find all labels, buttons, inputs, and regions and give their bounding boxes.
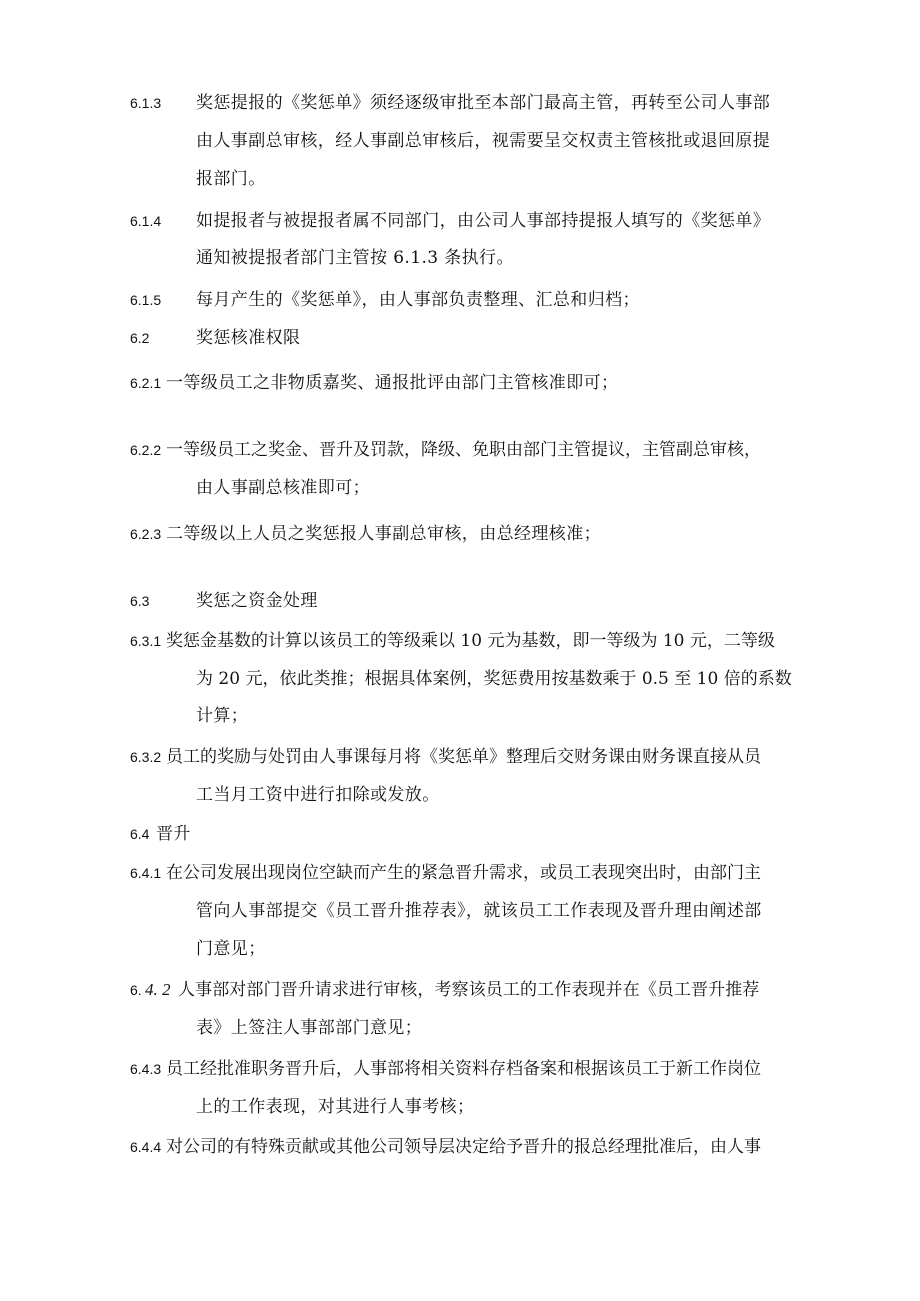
clause-number: 6.4.3 [130,1061,162,1077]
clause-text-line: 通知被提报者部门主管按 6.1.3 条执行。 [196,248,514,268]
clause-text-line: 奖惩提报的《奖惩单》须经逐级审批至本部门最高主管，再转至公司人事部 [196,93,771,113]
clause-text-line: 计算； [196,706,249,726]
clause-number: 6.3.2 [130,749,162,765]
clause-text-line: 一等级员工之奖金、晋升及罚款，降级、免职由部门主管提议，主管副总审核， [166,440,761,460]
clause-text-line: 如提报者与被提报者属不同部门，由公司人事部持提报人填写的《奖惩单》 [196,211,771,231]
clause-text-line: 员工经批准职务晋升后，人事部将相关资料存档备案和根据该员工于新工作岗位 [166,1059,761,1079]
section-title: 奖惩核准权限 [196,328,301,348]
clause-number: 6.1.3 [130,95,162,111]
clause-number: 6.2.2 [130,442,162,458]
clause-text-line: 二等级以上人员之奖惩报人事副总审核，由总经理核准； [166,524,601,544]
clause-text-line: 每月产生的《奖惩单》，由人事部负责整理、汇总和归档； [196,290,640,310]
clause-text-line: 对公司的有特殊贡献或其他公司领导层决定给予晋升的报总经理批准后，由人事 [166,1137,761,1157]
section-number: 6.2 [130,330,150,346]
clause-number-prefix: 6. [130,982,142,998]
clause-text-line: 在公司发展出现岗位空缺而产生的紧急晋升需求，或员工表现突出时，由部门主 [166,863,761,883]
clause-text-line: 由人事副总核准即可； [196,478,370,498]
clause-text-line: 表》上签注人事部部门意见； [196,1018,423,1038]
clause-number: 6.1.4 [130,213,162,229]
clause-number-suffix: 4. 2 [145,980,171,999]
clause-text-line: 报部门。 [196,169,266,189]
clause-text-line: 员工的奖励与处罚由人事课每月将《奖惩单》整理后交财务课由财务课直接从员 [166,747,761,767]
clause-text-line: 管向人事部提交《员工晋升推荐表》，就该员工工作表现及晋升理由阐述部 [196,901,762,921]
clause-number: 6.2.3 [130,526,162,542]
clause-number: 6.3.1 [130,633,162,649]
section-number: 6.3 [130,593,150,609]
clause-text-line: 工当月工资中进行扣除或发放。 [196,785,440,805]
clause-number: 6.2.1 [130,375,162,391]
section-title: 奖惩之资金处理 [196,591,318,611]
clause-text-line: 门意见； [196,939,266,959]
clause-text-line: 为 20 元，依此类推；根据具体案例，奖惩费用按基数乘于 0.5 至 10 倍的系数 [196,669,792,689]
clause-number: 6.4.4 [130,1139,162,1155]
clause-number: 6.4.1 [130,865,162,881]
clause-text-line: 奖惩金基数的计算以该员工的等级乘以 10 元为基数，即一等级为 10 元，二等级 [166,631,775,651]
clause-text-line: 由人事副总审核，经人事副总审核后，视需要呈交权责主管核批或退回原提 [196,131,771,151]
clause-text-line: 人事部对部门晋升请求进行审核，考察该员工的工作表现并在《员工晋升推荐 [178,980,760,1000]
clause-text-line: 上的工作表现，对其进行人事考核； [196,1097,475,1117]
clause-text-line: 一等级员工之非物质嘉奖、通报批评由部门主管核准即可； [166,373,619,393]
section-title: 晋升 [156,824,191,844]
section-number: 6.4 [130,826,150,842]
clause-number: 6.1.5 [130,292,162,308]
